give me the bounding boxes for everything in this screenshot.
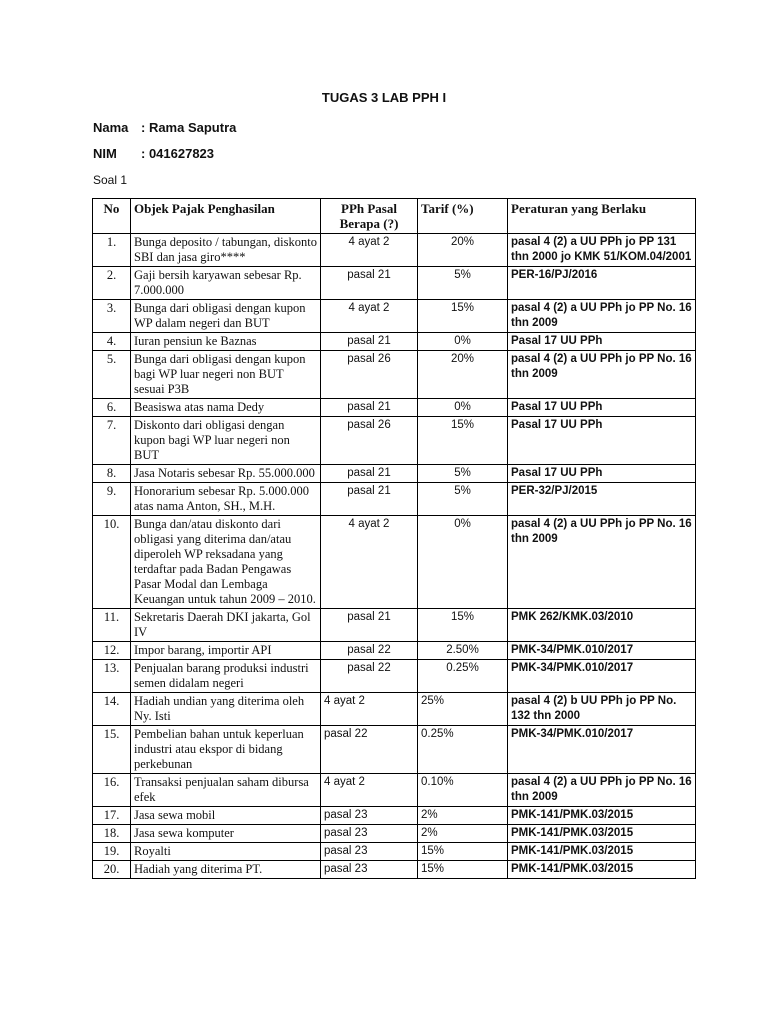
row-pasal: pasal 23 xyxy=(321,825,418,843)
row-number: 11. xyxy=(93,609,131,642)
table-row xyxy=(93,483,696,516)
row-number: 6. xyxy=(93,399,131,417)
row-tarif: 15% xyxy=(418,843,508,861)
table-row xyxy=(93,861,696,879)
row-number: 15. xyxy=(93,726,131,774)
row-objek: Beasiswa atas nama Dedy xyxy=(131,399,321,417)
row-objek: Jasa Notaris sebesar Rp. 55.000.000 xyxy=(131,465,321,483)
row-number: 13. xyxy=(93,660,131,693)
row-objek: Bunga dari obligasi dengan kupon bagi WP luar negeri non BUT sesuai P3B xyxy=(131,351,321,399)
row-pasal: 4 ayat 2 xyxy=(321,516,418,609)
row-pasal: pasal 26 xyxy=(321,351,418,399)
row-objek: Gaji bersih karyawan sebesar Rp. 7.000.000 xyxy=(131,267,321,300)
row-objek: Bunga dan/atau diskonto dari obligasi yang diterima dan/atau diperoleh WP reksadana yang terdaftar pada Badan Pengawas Pasar Modal dan Lembaga Keuangan untuk tahun 2009 – 2010. xyxy=(131,516,321,609)
row-objek: Sekretaris Daerah DKI jakarta, Gol IV xyxy=(131,609,321,642)
row-number: 4. xyxy=(93,333,131,351)
row-peraturan: pasal 4 (2) a UU PPh jo PP No. 16 thn 2009 xyxy=(508,516,696,609)
tax-object-table xyxy=(92,198,696,879)
row-peraturan: PER-32/PJ/2015 xyxy=(508,483,696,516)
row-objek: Jasa sewa komputer xyxy=(131,825,321,843)
row-tarif: 20% xyxy=(418,234,508,267)
row-objek: Diskonto dari obligasi dengan kupon bagi WP luar negeri non BUT xyxy=(131,417,321,465)
table-row xyxy=(93,774,696,807)
row-peraturan: Pasal 17 UU PPh xyxy=(508,465,696,483)
row-number: 2. xyxy=(93,267,131,300)
row-tarif: 2.50% xyxy=(418,642,508,660)
row-number: 3. xyxy=(93,300,131,333)
row-objek: Transaksi penjualan saham dibursa efek xyxy=(131,774,321,807)
row-pasal: 4 ayat 2 xyxy=(321,234,418,267)
row-peraturan: Pasal 17 UU PPh xyxy=(508,333,696,351)
row-tarif: 0% xyxy=(418,333,508,351)
row-tarif: 25% xyxy=(418,693,508,726)
table-row xyxy=(93,333,696,351)
table-body xyxy=(93,234,696,879)
row-pasal: pasal 21 xyxy=(321,483,418,516)
row-peraturan: PMK-34/PMK.010/2017 xyxy=(508,660,696,693)
header-tarif: Tarif (%) xyxy=(418,199,508,234)
row-pasal: pasal 22 xyxy=(321,642,418,660)
row-objek: Bunga deposito / tabungan, diskonto SBI dan jasa giro**** xyxy=(131,234,321,267)
row-peraturan: pasal 4 (2) a UU PPh jo PP No. 16 thn 2009 xyxy=(508,300,696,333)
row-objek: Jasa sewa mobil xyxy=(131,807,321,825)
row-peraturan: PMK-141/PMK.03/2015 xyxy=(508,861,696,879)
row-pasal: pasal 21 xyxy=(321,333,418,351)
row-number: 9. xyxy=(93,483,131,516)
row-tarif: 20% xyxy=(418,351,508,399)
row-number: 12. xyxy=(93,642,131,660)
row-peraturan: PMK 262/KMK.03/2010 xyxy=(508,609,696,642)
row-peraturan: pasal 4 (2) a UU PPh jo PP No. 16 thn 2009 xyxy=(508,774,696,807)
row-peraturan: pasal 4 (2) b UU PPh jo PP No. 132 thn 2000 xyxy=(508,693,696,726)
row-tarif: 15% xyxy=(418,417,508,465)
table-row xyxy=(93,807,696,825)
row-tarif: 0.25% xyxy=(418,726,508,774)
row-objek: Royalti xyxy=(131,843,321,861)
row-peraturan: pasal 4 (2) a UU PPh jo PP No. 16 thn 2009 xyxy=(508,351,696,399)
row-peraturan: pasal 4 (2) a UU PPh jo PP 131 thn 2000 jo KMK 51/KOM.04/2001 xyxy=(508,234,696,267)
header-pasal: PPh Pasal Berapa (?) xyxy=(321,199,418,234)
row-number: 1. xyxy=(93,234,131,267)
row-objek: Hadiah yang diterima PT. xyxy=(131,861,321,879)
row-pasal: pasal 23 xyxy=(321,861,418,879)
student-nim-line xyxy=(93,146,214,161)
table-row xyxy=(93,300,696,333)
header-objek: Objek Pajak Penghasilan xyxy=(131,199,321,234)
row-tarif: 2% xyxy=(418,807,508,825)
row-peraturan: PMK-141/PMK.03/2015 xyxy=(508,843,696,861)
row-number: 8. xyxy=(93,465,131,483)
row-objek: Iuran pensiun ke Baznas xyxy=(131,333,321,351)
table-row xyxy=(93,267,696,300)
row-number: 19. xyxy=(93,843,131,861)
table-row xyxy=(93,660,696,693)
row-peraturan: PMK-34/PMK.010/2017 xyxy=(508,726,696,774)
row-objek: Honorarium sebesar Rp. 5.000.000 atas nama Anton, SH., M.H. xyxy=(131,483,321,516)
row-objek: Bunga dari obligasi dengan kupon WP dalam negeri dan BUT xyxy=(131,300,321,333)
row-tarif: 15% xyxy=(418,861,508,879)
row-pasal: 4 ayat 2 xyxy=(321,693,418,726)
document-title: TUGAS 3 LAB PPH I xyxy=(321,90,447,105)
table-row xyxy=(93,465,696,483)
table-row xyxy=(93,642,696,660)
row-objek: Impor barang, importir API xyxy=(131,642,321,660)
row-number: 5. xyxy=(93,351,131,399)
name-label: Nama xyxy=(93,120,129,135)
table-row xyxy=(93,417,696,465)
row-objek: Hadiah undian yang diterima oleh Ny. Isti xyxy=(131,693,321,726)
row-pasal: pasal 21 xyxy=(321,465,418,483)
row-peraturan: Pasal 17 UU PPh xyxy=(508,417,696,465)
row-peraturan: PMK-141/PMK.03/2015 xyxy=(508,825,696,843)
nim-label: NIM xyxy=(93,146,117,161)
header-no: No xyxy=(93,199,131,234)
row-peraturan: PMK-34/PMK.010/2017 xyxy=(508,642,696,660)
row-tarif: 0.25% xyxy=(418,660,508,693)
row-tarif: 15% xyxy=(418,300,508,333)
row-number: 10. xyxy=(93,516,131,609)
row-tarif: 0.10% xyxy=(418,774,508,807)
row-pasal: pasal 21 xyxy=(321,399,418,417)
row-pasal: 4 ayat 2 xyxy=(321,300,418,333)
row-number: 14. xyxy=(93,693,131,726)
row-number: 20. xyxy=(93,861,131,879)
row-pasal: pasal 22 xyxy=(321,726,418,774)
section-label: Soal 1 xyxy=(93,173,128,187)
row-peraturan: Pasal 17 UU PPh xyxy=(508,399,696,417)
table-row xyxy=(93,693,696,726)
row-tarif: 5% xyxy=(418,465,508,483)
row-objek: Penjualan barang produksi industri semen didalam negeri xyxy=(131,660,321,693)
table-row xyxy=(93,825,696,843)
row-pasal: pasal 21 xyxy=(321,267,418,300)
row-number: 17. xyxy=(93,807,131,825)
row-tarif: 5% xyxy=(418,483,508,516)
table-row xyxy=(93,516,696,609)
table-row xyxy=(93,399,696,417)
header-peraturan: Peraturan yang Berlaku xyxy=(508,199,696,234)
row-tarif: 0% xyxy=(418,399,508,417)
name-value: : Rama Saputra xyxy=(141,120,237,135)
row-peraturan: PMK-141/PMK.03/2015 xyxy=(508,807,696,825)
row-tarif: 5% xyxy=(418,267,508,300)
table-row xyxy=(93,609,696,642)
table-header-row xyxy=(93,199,696,234)
table-row xyxy=(93,234,696,267)
nim-value: : 041627823 xyxy=(141,146,215,161)
row-objek: Pembelian bahan untuk keperluan industri atau ekspor di bidang perkebunan xyxy=(131,726,321,774)
table-row xyxy=(93,726,696,774)
table-row xyxy=(93,843,696,861)
row-pasal: pasal 21 xyxy=(321,609,418,642)
table-row xyxy=(93,351,696,399)
row-tarif: 0% xyxy=(418,516,508,609)
row-tarif: 2% xyxy=(418,825,508,843)
row-number: 7. xyxy=(93,417,131,465)
student-name-line xyxy=(93,120,236,135)
row-peraturan: PER-16/PJ/2016 xyxy=(508,267,696,300)
row-number: 16. xyxy=(93,774,131,807)
row-pasal: pasal 23 xyxy=(321,843,418,861)
row-number: 18. xyxy=(93,825,131,843)
row-pasal: pasal 23 xyxy=(321,807,418,825)
row-pasal: pasal 26 xyxy=(321,417,418,465)
row-pasal: pasal 22 xyxy=(321,660,418,693)
row-tarif: 15% xyxy=(418,609,508,642)
row-pasal: 4 ayat 2 xyxy=(321,774,418,807)
